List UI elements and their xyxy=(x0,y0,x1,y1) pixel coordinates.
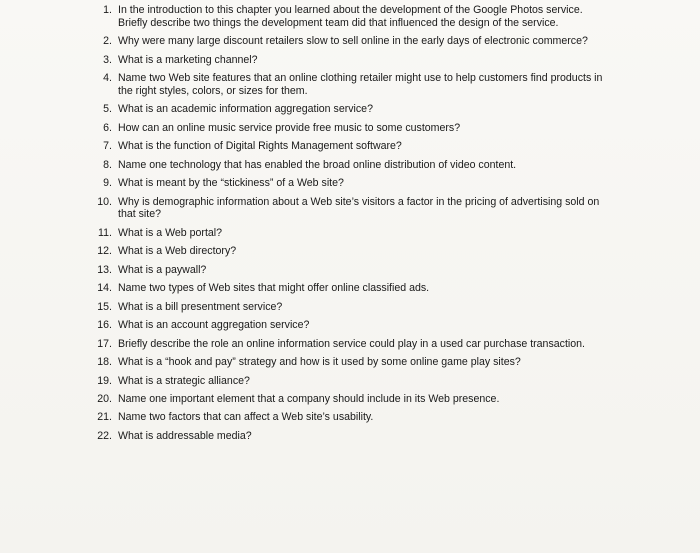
question-item xyxy=(0,4,700,29)
question-item xyxy=(0,245,700,258)
question-text: What is meant by the “stickiness” of a Web site? xyxy=(118,177,344,190)
question-number: 20. xyxy=(97,392,112,405)
question-number: 4. xyxy=(103,72,112,85)
question-text: How can an online music service provide free music to some customers? xyxy=(118,121,461,134)
question-item xyxy=(0,338,700,351)
question-text: What is a Web directory? xyxy=(118,245,237,258)
question-text: What is the function of Digital Rights Management software? xyxy=(118,140,402,153)
question-text: Why is demographic information about a Web site’s visitors a factor in the pricing of advertising sold on that site? xyxy=(118,195,600,221)
question-number: 16. xyxy=(97,319,112,332)
question-item xyxy=(0,375,700,388)
question-text: Name two factors that can affect a Web site’s usability. xyxy=(118,411,374,424)
question-text: What is a bill presentment service? xyxy=(118,300,283,313)
question-number: 13. xyxy=(97,263,112,276)
question-number: 11. xyxy=(98,226,112,239)
question-number: 2. xyxy=(103,35,112,48)
review-questions-list xyxy=(0,4,700,448)
question-text: In the introduction to this chapter you learned about the development of the Google Photos service. Briefly describe two things the development team did that influenced the design of the service. xyxy=(118,4,583,29)
question-text: What is a “hook and pay” strategy and how is it used by some online game play sites? xyxy=(118,356,521,369)
question-text: Why were many large discount retailers slow to sell online in the early days of electronic commerce? xyxy=(118,35,588,48)
question-number: 8. xyxy=(103,158,112,171)
question-text: What is an account aggregation service? xyxy=(118,319,310,332)
question-number: 18. xyxy=(97,356,112,369)
question-text: What is a strategic alliance? xyxy=(118,374,250,387)
question-item xyxy=(0,264,700,277)
question-number: 15. xyxy=(97,300,112,313)
question-number: 19. xyxy=(97,374,112,387)
question-number: 5. xyxy=(103,103,112,116)
question-number: 3. xyxy=(103,53,112,66)
question-text: Name one important element that a company should include in its Web presence. xyxy=(118,392,500,405)
question-text: What is addressable media? xyxy=(118,429,252,442)
question-text: Name two Web site features that an online clothing retailer might use to help customers find products in the right styles, colors, or sizes for them. xyxy=(118,72,603,97)
question-number: 6. xyxy=(103,121,112,134)
question-item xyxy=(0,54,700,67)
question-number: 22. xyxy=(97,429,112,442)
question-text: What is a marketing channel? xyxy=(118,53,258,66)
question-number: 12. xyxy=(97,245,112,258)
question-text: What is a Web portal? xyxy=(118,226,223,239)
question-item xyxy=(0,227,700,240)
question-item xyxy=(0,356,700,369)
question-item xyxy=(0,35,700,48)
question-item xyxy=(0,159,700,172)
question-item xyxy=(0,177,700,190)
question-number: 10. xyxy=(97,195,112,208)
question-item xyxy=(0,411,700,424)
question-text: Briefly describe the role an online information service could play in a used car purchase transaction. xyxy=(118,337,585,350)
question-item xyxy=(0,430,700,443)
question-item xyxy=(0,301,700,314)
question-item xyxy=(0,72,700,97)
question-text: Name one technology that has enabled the broad online distribution of video content. xyxy=(118,158,517,171)
question-item xyxy=(0,103,700,116)
question-text: What is a paywall? xyxy=(118,263,207,276)
question-number: 17. xyxy=(97,337,112,350)
question-number: 1. xyxy=(103,4,112,16)
question-text: What is an academic information aggregation service? xyxy=(118,103,373,116)
question-number: 7. xyxy=(103,140,112,153)
question-item xyxy=(0,282,700,295)
question-item xyxy=(0,196,700,221)
question-number: 14. xyxy=(97,282,112,295)
question-item xyxy=(0,122,700,135)
question-number: 21. xyxy=(97,411,112,424)
question-text: Name two types of Web sites that might offer online classified ads. xyxy=(118,282,430,295)
question-item xyxy=(0,393,700,406)
question-item xyxy=(0,140,700,153)
question-item xyxy=(0,319,700,332)
question-number: 9. xyxy=(103,177,112,190)
